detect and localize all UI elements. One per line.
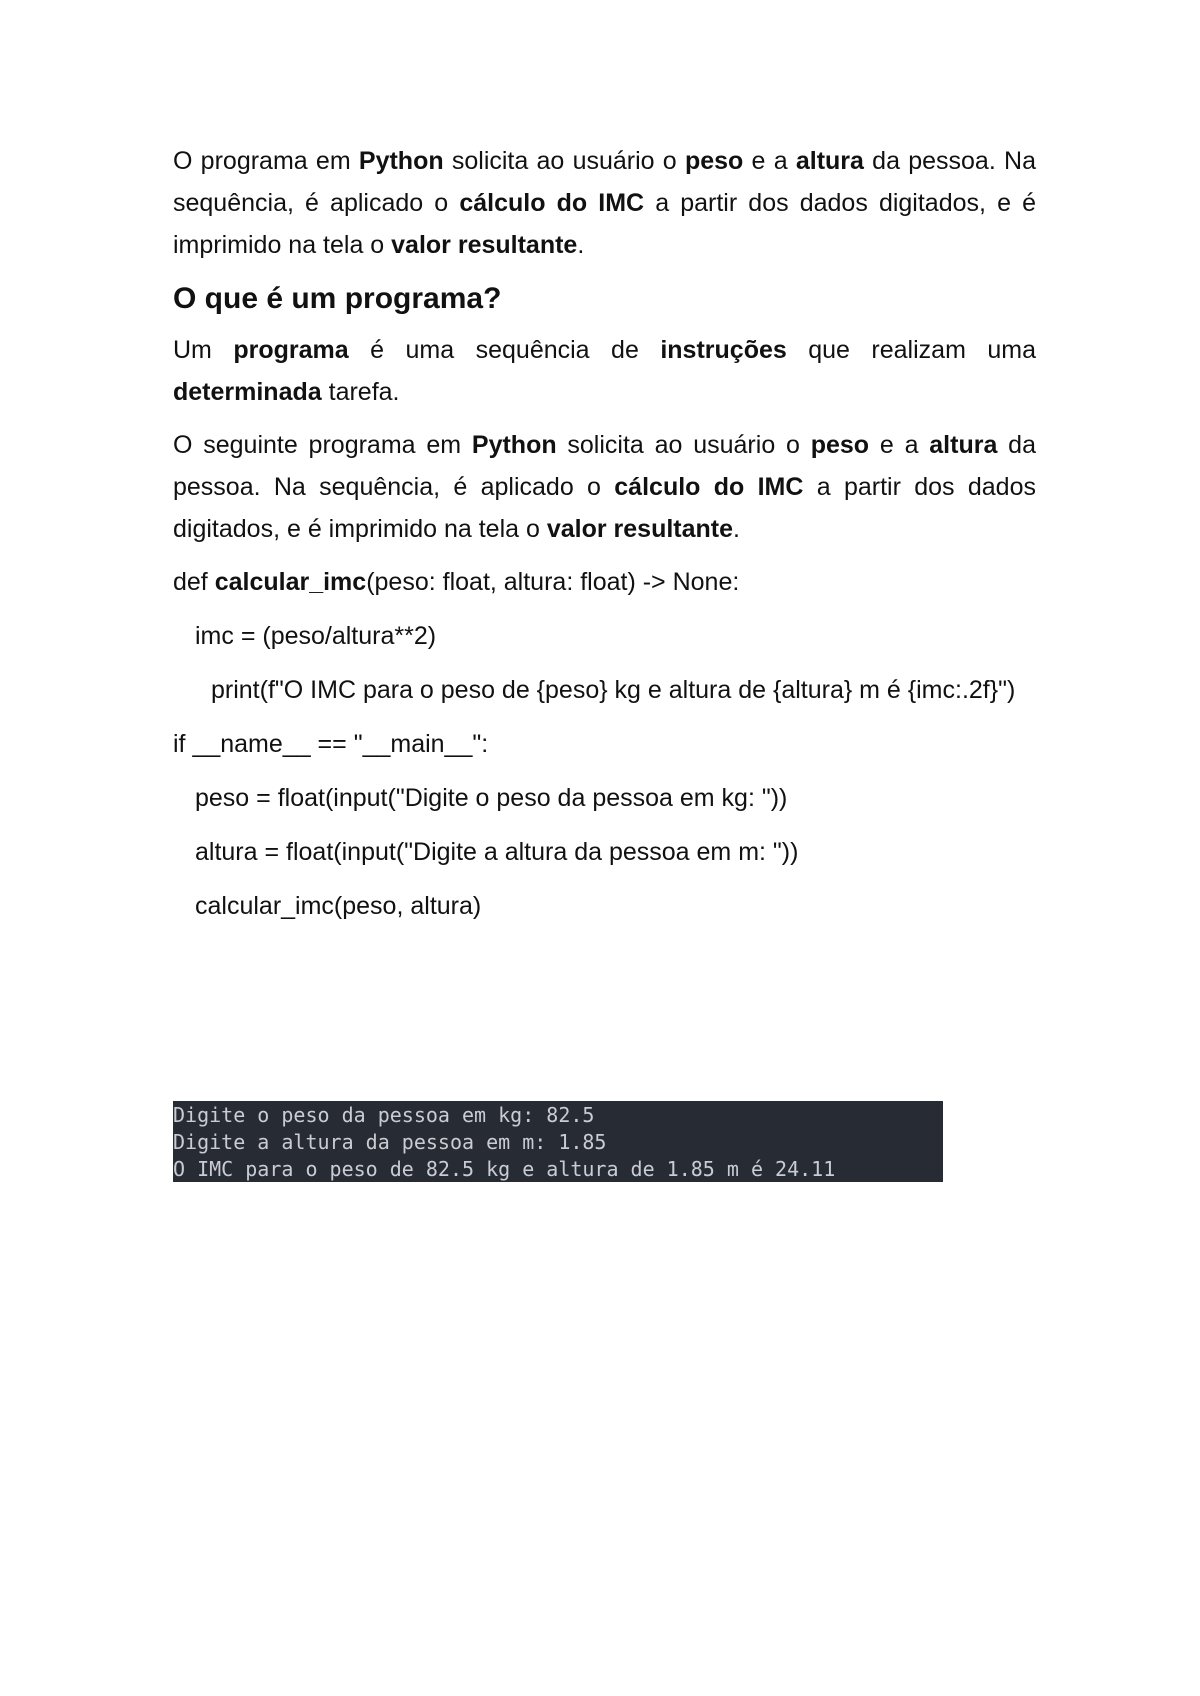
terminal-line: O IMC para o peso de 82.5 kg e altura de 1.85 m é 24.11 [173,1157,836,1181]
program-description-paragraph: O seguinte programa em Python solicita ao usuário o peso e a altura da pessoa. Na sequência, é aplicado o cálculo do IMC a partir dos dados digitados, e é imprimido na tela o valor resultante. [173,431,1036,543]
code-line-if-main: if __name__ == "__main__": [173,730,489,758]
code-line-imc: imc = (peso/altura**2) [195,622,437,650]
code-line-altura: altura = float(input("Digite a altura da pessoa em m: ")) [195,838,799,866]
terminal-line: Digite a altura da pessoa em m: 1.85 [173,1130,607,1154]
definition-paragraph: Um programa é uma sequência de instruções que realizam uma determinada tarefa. [173,336,1037,406]
code-line-call: calcular_imc(peso, altura) [195,892,482,920]
terminal-output [173,1101,943,1182]
intro-paragraph: O programa em Python solicita ao usuário o peso e a altura da pessoa. Na sequência, é aplicado o cálculo do IMC a partir dos dados digitados, e é imprimido na tela o valor resultante. [173,147,1036,259]
section-heading: O que é um programa? [173,282,502,315]
code-line-def: def calcular_imc(peso: float, altura: float) -> None: [173,568,740,596]
document-body [173,140,1036,939]
function-name: calcular_imc [214,568,367,596]
terminal-line: Digite o peso da pessoa em kg: 82.5 [173,1103,595,1127]
code-line-print: print(f"O IMC para o peso de {peso} kg e altura de {altura} m é {imc:.2f}") [211,676,1016,704]
code-line-peso: peso = float(input("Digite o peso da pessoa em kg: ")) [195,784,788,812]
